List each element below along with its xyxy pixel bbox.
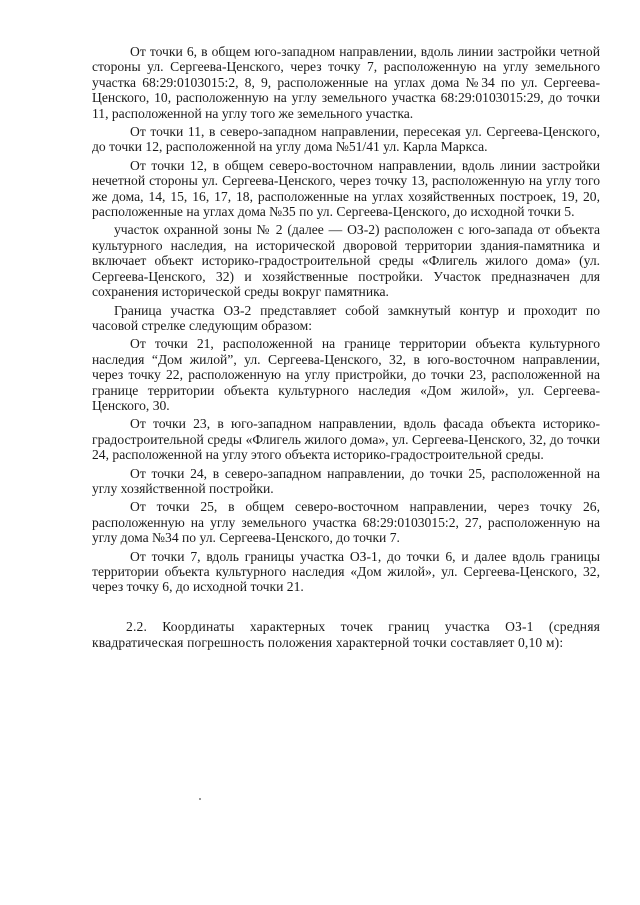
paragraph-3: От точки 12, в общем северо-восточном направлении, вдоль линии застройки нечетной стороны ул. Сергеева-Ценского, через точку 13, расположенную на углу того же дома, 14, 15, 16, 17, 18, расположенные на углах хозяйственных построек, 19, 20, расположенные на углах дома №35 по ул. Сергеева-Ценского, до исходной точки 5.	[92, 157, 600, 220]
paragraph-1: От точки 6, в общем юго-западном направлении, вдоль линии застройки четной стороны ул. Сергеева-Ценского, через точку 7, расположенную на углу земельного участка 68:29:0103015:2, 8, 9, расположенные на углах дома №34 по ул. Сергеева-Ценского, 10, расположенную на углу земельного участка 68:29:0103015:29, до точки 11, расположенной на углу того же земельного участка.	[92, 44, 600, 121]
paragraph-6: От точки 21, расположенной на границе территории объекта культурного наследия “Дом жилой”, ул. Сергеева-Ценского, 32, в юго-восточном направлении, через точку 22, расположенную на углу пристройки, до точки 23, расположенной на границе территории объекта культурного наследия «Дом жилой», ул. Сергеева-Ценского, 30.	[92, 336, 600, 413]
paragraph-10: От точки 7, вдоль границы участка ОЗ-1, до точки 6, и далее вдоль границы территории объекта культурного наследия «Дом жилой», ул. Сергеева-Ценского, 32, через точку 6, до исходной точки 21.	[92, 548, 600, 595]
paragraph-oz2-description: участок охранной зоны № 2 (далее — ОЗ-2) расположен с юго-запада от объекта культурного наследия, на исторической дворовой территории здания-памятника и включает объект историко-градостроительной среды «Флигель жилого дома» (ул. Сергеева-Ценского, 32) и хозяйственные постройки. Участок предназначен для сохранения исторической среды вокруг памятника.	[92, 222, 600, 300]
paragraph-7: От точки 23, в юго-западном направлении, вдоль фасада объекта историко-градостроительной среды «Флигель жилого дома», ул. Сергеева-Ценского, 32, до точки 24, расположенной на углу этого объекта историко-градостроительной среды.	[92, 416, 600, 463]
scan-speck	[199, 798, 201, 800]
paragraph-8: От точки 24, в северо-западном направлении, до точки 25, расположенной на углу хозяйственной постройки.	[92, 465, 600, 496]
section-heading: 2.2. Координаты характерных точек границ участка ОЗ-1 (средняя квадратическая погрешность положения характерной точки составляет 0,10 м):	[92, 618, 600, 650]
paragraph-9: От точки 25, в общем северо-восточном направлении, через точку 26, расположенную на углу земельного участка 68:29:0103015:2, 27, расположенную на углу дома №34 по ул. Сергеева-Ценского, до точки 7.	[92, 499, 600, 546]
section-spacer	[92, 595, 600, 619]
paragraph-oz2-boundary: Граница участка ОЗ-2 представляет собой замкнутый контур и проходит по часовой стрелке следующим образом:	[92, 302, 600, 333]
paragraph-2: От точки 11, в северо-западном направлении, пересекая ул. Сергеева-Ценского, до точки 12, расположенной на углу дома №51/41 ул. Карла Маркса.	[92, 124, 600, 155]
